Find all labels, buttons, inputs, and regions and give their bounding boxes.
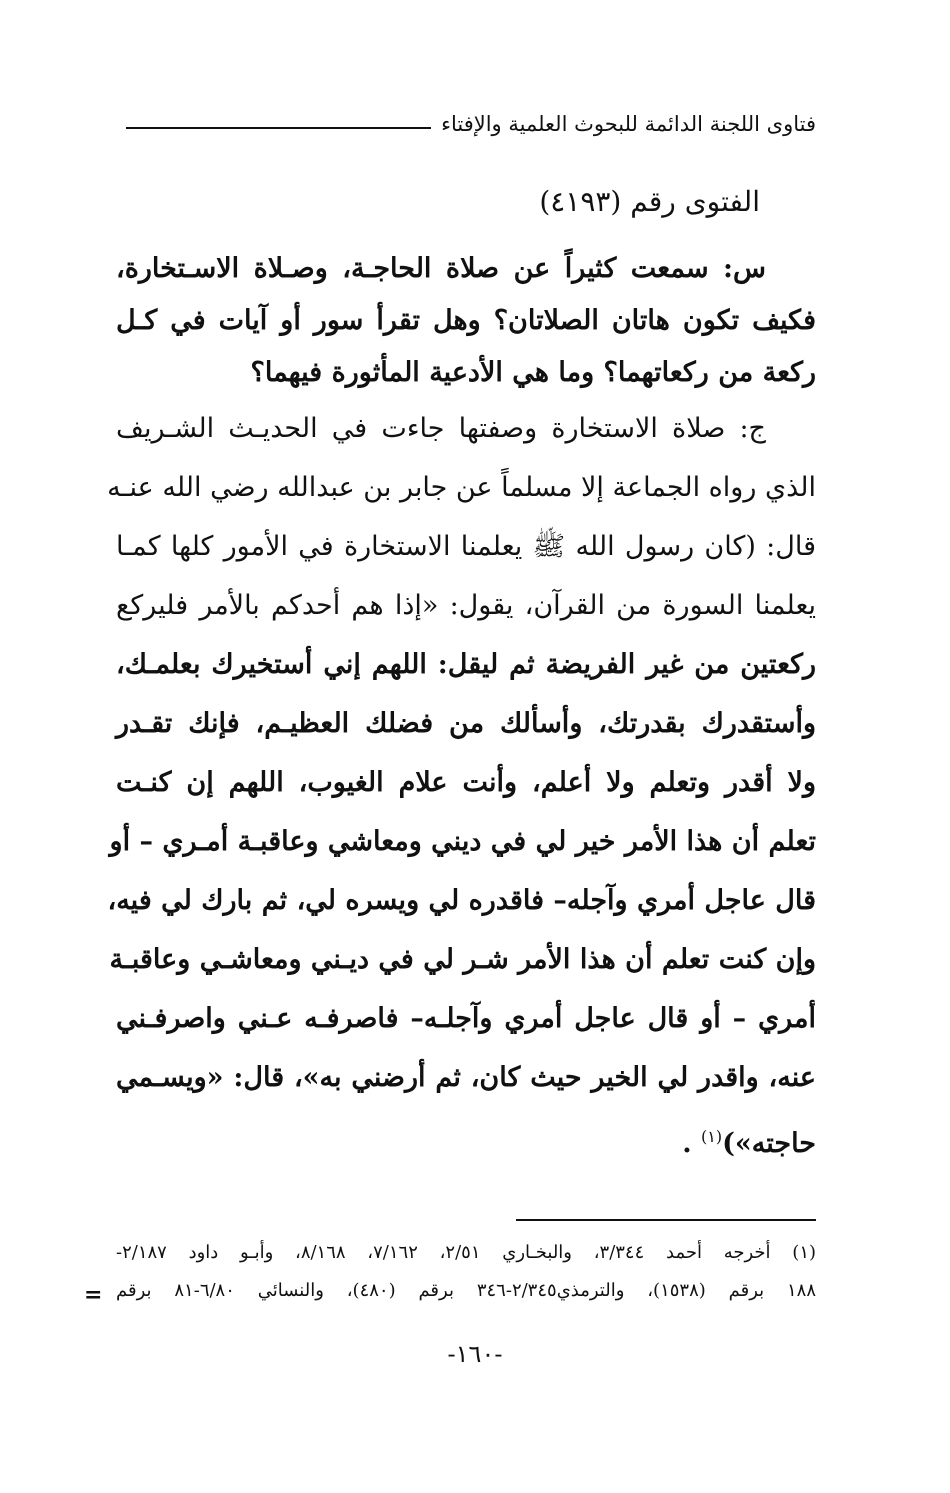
answer-line: ج: صلاة الاستخارة وصفتها جاءت في الحديـث الشـريف <box>116 413 766 444</box>
answer-line-text: حاجته») <box>722 1128 816 1159</box>
closing-mark: . <box>682 1128 692 1159</box>
answer-line: وإن كنت تعلم أن هذا الأمر شـر لي في ديـني ومعاشـي وعاقبـة <box>109 944 816 975</box>
footnote-line: (١) أخرجه أحمد ٣/٣٤٤، والبخـاري ٢/٥١، ٧/١٦٢، ٨/١٦٨، وأبـو داود ٢/١٨٧- <box>116 1242 817 1263</box>
answer-line: تعلم أن هذا الأمر خير لي في ديني ومعاشي وعاقبـة أمـري – أو <box>109 826 816 857</box>
answer-last-line <box>116 1107 816 1166</box>
footnote-continuation-mark: = <box>84 1282 103 1308</box>
header-rule <box>126 127 431 129</box>
question-line: فكيف تكون هاتان الصلاتان؟ وهل تقرأ سور أو آيات في كـل <box>116 305 816 336</box>
answer-line: ولا أقدر وتعلم ولا أعلم، وأنت علام الغيوب، اللهم إن كنـت <box>116 767 816 798</box>
answer-line: ركعتين من غير الفريضة ثم ليقل: اللهم إني أستخيرك بعلمـك، <box>116 649 816 680</box>
page-number: -١٦٠- <box>447 1340 503 1368</box>
footnote-reference: (١) <box>701 1127 723 1146</box>
question-block <box>116 243 816 399</box>
answer-line: يعلمنا السورة من القرآن، يقول: «إذا هم أحدكم بالأمر فليركع <box>116 590 816 621</box>
question-line: ركعة من ركعاتهما؟ وما هي الأدعية المأثورة فيهما؟ <box>250 357 816 388</box>
footnote-rule <box>516 1219 816 1221</box>
footnotes <box>116 1234 816 1310</box>
answer-line: الذي رواه الجماعة إلا مسلماً عن جابر بن عبدالله رضي الله عنـه <box>107 472 816 503</box>
fatwa-number-heading: الفتوى رقم (٤١٩٣) <box>539 185 760 218</box>
answer-line: قال عاجل أمري وآجله– فاقدره لي ويسره لي، ثم بارك لي فيه، <box>107 885 816 916</box>
answer-line: قال: (كان رسول الله ﷺ يعلمنا الاستخارة في الأمور كلها كمـا <box>116 531 816 562</box>
answer-block <box>107 399 816 1166</box>
answer-line: أمري – أو قال عاجل أمري وآجلـه– فاصرفـه عـني واصرفـني <box>116 1003 816 1034</box>
question-line: س: سمعت كثيراً عن صلاة الحاجـة، وصـلاة الاسـتخارة، <box>116 253 766 284</box>
answer-line: عنه، واقدر لي الخير حيث كان، ثم أرضني به»، قال: «ويسـمي <box>116 1062 816 1093</box>
footnote-line: ١٨٨ برقم (١٥٣٨)، والترمذي٢/٣٤٥-٣٤٦ برقم (٤٨٠)، والنسائي ٦/٨٠-٨١ برقم <box>116 1280 816 1301</box>
answer-line: وأستقدرك بقدرتك، وأسألك من فضلك العظيـم، فإنك تقـدر <box>116 708 816 739</box>
running-title: فتاوى اللجنة الدائمة للبحوث العلمية والإفتاء <box>441 112 816 136</box>
running-header <box>126 112 816 136</box>
fatwa-body <box>107 243 816 1166</box>
